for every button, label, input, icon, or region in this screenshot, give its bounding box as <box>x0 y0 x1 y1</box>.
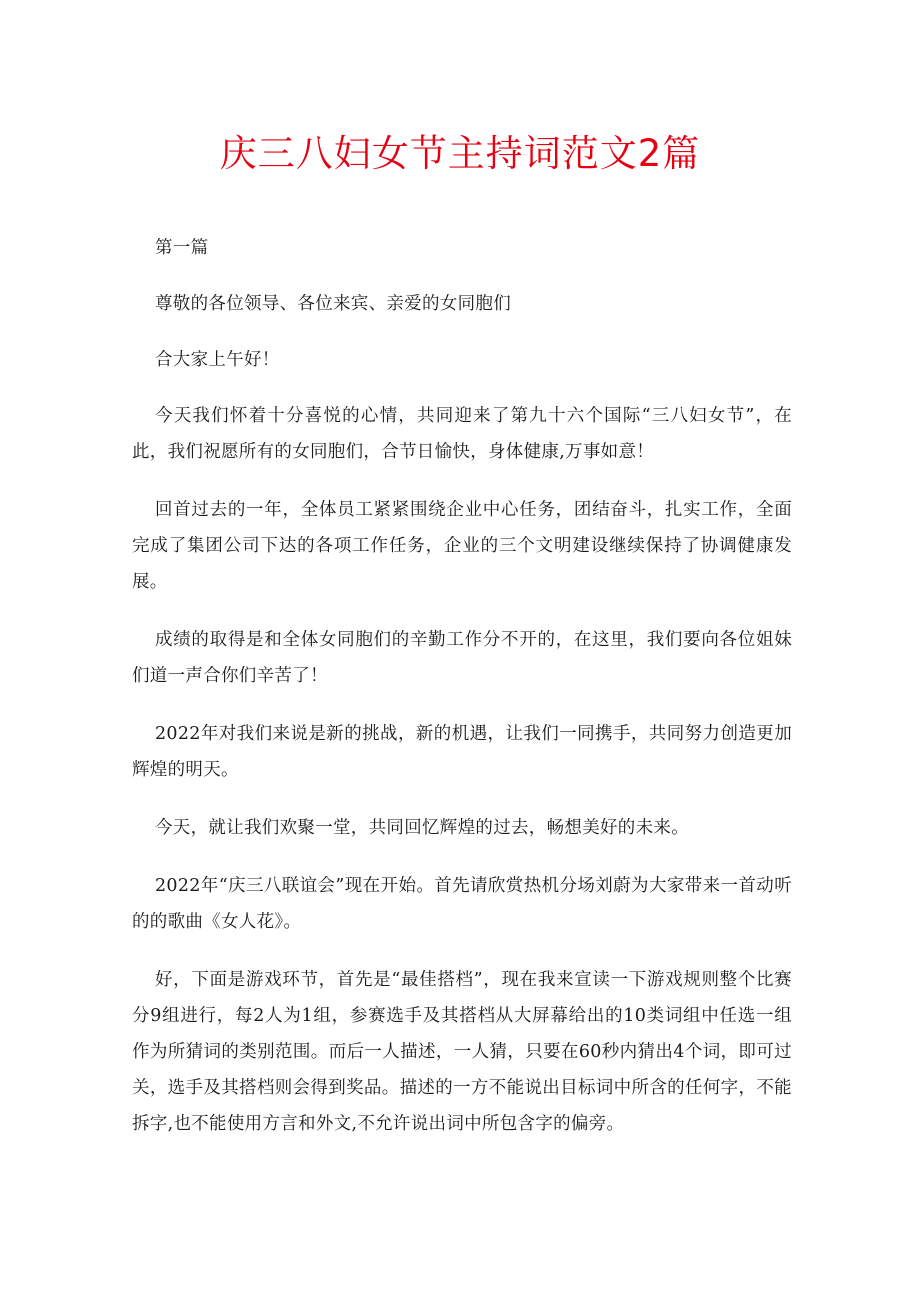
paragraph: 2022年对我们来说是新的挑战，新的机遇，让我们一同携手，共同努力创造更加辉煌的明天。 <box>132 724 792 780</box>
document-title: 庆三八妇女节主持词范文2篇 <box>219 132 701 175</box>
paragraph-greeting: 合大家上午好！ <box>155 350 280 370</box>
paragraph: 好，下面是游戏环节，首先是“最佳搭档”，现在我来宣读一下游戏规则整个比赛分9组进行，每2人为1组，参赛选手及其搭档从大屏幕给出的10类词组中任选一组作为所猜词的类别范围。而后一人描述，一人猜，只要在60秒内猜出4个词，即可过关，选手及其搭档则会得到奖品。描述的一方不能说出目标词中所含的任何字，不能拆字,也不能使用方言和外文,不允许说出词中所包含字的偏旁。 <box>132 970 792 1134</box>
paragraph: 成绩的取得是和全体女同胞们的辛勤工作分不开的，在这里，我们要向各位姐妹们道一声合你们辛苦了！ <box>132 630 792 686</box>
paragraph-salutation: 尊敬的各位领导、各位来宾、亲爱的女同胞们 <box>155 294 511 314</box>
paragraph: 今天，就让我们欢聚一堂，共同回忆辉煌的过去，畅想美好的未来。 <box>155 818 689 838</box>
document-body <box>132 230 792 1164</box>
paragraph: 2022年“庆三八联谊会”现在开始。首先请欣赏热机分场刘蔚为大家带来一首动听的的歌曲《女人花》。 <box>132 876 792 932</box>
paragraph: 回首过去的一年，全体员工紧紧围绕企业中心任务，团结奋斗，扎实工作，全面完成了集团公司下达的各项工作任务，企业的三个文明建设继续保持了协调健康发展。 <box>132 500 792 592</box>
paragraph: 今天我们怀着十分喜悦的心情，共同迎来了第九十六个国际“三八妇女节”，在此，我们祝愿所有的女同胞们，合节日愉快，身体健康,万事如意！ <box>132 406 792 462</box>
paragraph-section-heading: 第一篇 <box>155 238 209 258</box>
